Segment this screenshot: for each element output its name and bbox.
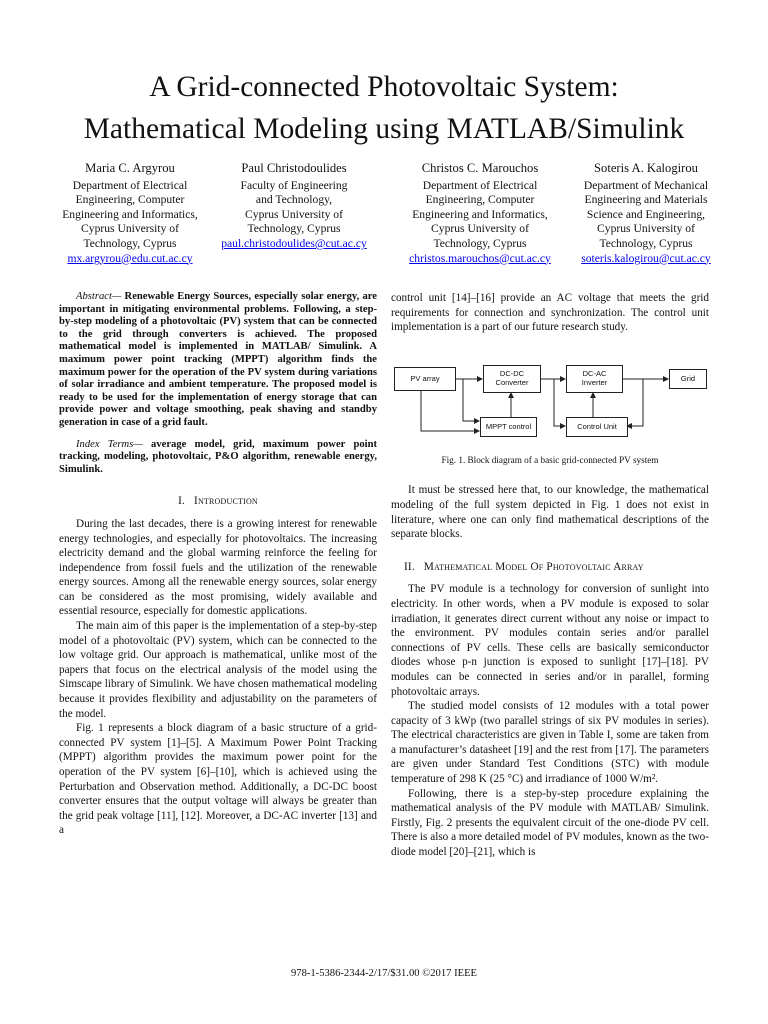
block-label: Converter bbox=[495, 377, 529, 387]
author-block-4 bbox=[566, 161, 726, 266]
author-affiliation-line: Engineering, Computer bbox=[75, 193, 185, 207]
author-name: Paul Christodoulides bbox=[241, 161, 347, 175]
author-email-link[interactable]: paul.christodoulides@cut.ac.cy bbox=[221, 236, 367, 250]
diagram-connectors bbox=[391, 345, 709, 445]
index-terms-label: Index Terms— bbox=[76, 438, 143, 450]
pv-array-block bbox=[394, 367, 456, 391]
author-affiliation-line: Engineering and Informatics, bbox=[62, 207, 198, 221]
section2-paragraph-1: The PV module is a technology for conversion of sunlight into electricity. In other words, when a PV module is exposed to solar irradiation, it generates direct current without any noise or impact to the environment. PV modules contain series and/or parallel connections of PV cells. These cells are basically semiconductor diodes whose p-n junction is exposed to sunlight [17]–[18]. PV modules can be connected in series and/or in parallel, forming photovoltaic arrays. bbox=[391, 583, 709, 698]
title-line-2: Mathematical Modeling using MATLAB/Simulink bbox=[83, 113, 685, 145]
dc-ac-inverter-block bbox=[566, 365, 623, 393]
section-heading-introduction bbox=[59, 494, 377, 509]
paper-title bbox=[0, 66, 768, 150]
author-block-2 bbox=[208, 161, 380, 252]
author-affiliation-line: Department of Electrical bbox=[422, 178, 538, 192]
grid-block bbox=[669, 369, 707, 389]
author-affiliation-line: Engineering and Materials bbox=[584, 193, 708, 207]
author-name: Christos C. Marouchos bbox=[421, 161, 539, 175]
block-label: Control Unit bbox=[577, 421, 617, 431]
intro-paragraph-3: Fig. 1 represents a block diagram of a basic structure of a grid-connected PV system [1]–[5]. A Maximum Power Point Tracking (MPPT) algorithm provides the maximum power point for the operation of the PV system [6]–[10], which is achieved using the Perturbation and Observation method. Additionally, a DC-DC boost converter ensures that the output voltage will always be greater than the grid peak voltage [11], [12]. Moreover, a DC-AC inverter [13] and a bbox=[59, 722, 377, 837]
author-affiliation-line: Technology, Cyprus bbox=[247, 222, 341, 236]
author-affiliation-line: Cyprus University of bbox=[597, 222, 695, 236]
section2-paragraph-2: The studied model consists of 12 modules with a total power capacity of 3 kWp (two parallel strings of six PV modules in series). The electrical characteristics are given in Table I, some are taken from a manufacturer’s datasheet [19] and the rest from [17]. The parameters are given under Standard Test Conditions (STC) with module temperature of 298 K (25 °C) and irradiance of 1000 W/m². bbox=[391, 700, 709, 786]
author-affiliation-line: Faculty of Engineering bbox=[240, 178, 348, 192]
author-email-link[interactable]: soteris.kalogirou@cut.ac.cy bbox=[581, 251, 711, 265]
author-block-1 bbox=[45, 161, 215, 266]
author-affiliation-line: Science and Engineering, bbox=[586, 207, 706, 221]
author-affiliation-line: Technology, Cyprus bbox=[83, 236, 177, 250]
section-heading-pv-model bbox=[391, 560, 709, 575]
author-block-3 bbox=[395, 161, 565, 266]
continued-paragraph: control unit [14]–[16] provide an AC voltage that meets the grid requirements for connection and synchronization. The control unit implementation is a part of our future research study. bbox=[391, 292, 709, 334]
abstract bbox=[59, 291, 377, 430]
control-unit-block bbox=[566, 417, 628, 437]
section-number: II. bbox=[404, 560, 415, 573]
copyright-footer: 978-1-5386-2344-2/17/$31.00 ©2017 IEEE bbox=[290, 968, 478, 979]
dc-dc-converter-block bbox=[483, 365, 541, 393]
intro-paragraph-2: The main aim of this paper is the implementation of a step-by-step model of a photovoltaic (PV) system, which can be connected to the low voltage grid. Our approach is mathematical, unlike most of the papers that focus on the electrical analysis of the model using the Simscape library of Simulink. We have chosen mathematical modeling because it provides flexibility and adjustability on the parameters of the model. bbox=[59, 620, 377, 720]
intro-paragraph-1: During the last decades, there is a growing interest for renewable energy technologies, and especially for photovoltaics. The increasing electricity demand and the global warming reinforce the feeling for independence from fossil fuels and the utilization of the renewable energy sources. Among all the renewable energy sources, solar energy can be considered as the most promising, widely available and essential resource, especially for domestic applications. bbox=[59, 517, 377, 618]
block-label: Inverter bbox=[581, 377, 608, 387]
block-label: DC-AC bbox=[582, 369, 607, 379]
mppt-control-block bbox=[480, 417, 537, 437]
section-title: Mathematical Model Of Photovoltaic Array bbox=[423, 560, 644, 573]
author-affiliation-line: Technology, Cyprus bbox=[599, 236, 693, 250]
abstract-text: Renewable Energy Sources, especially solar energy, are important in mitigating environmental problems. Following, a step-by-step modeling of a photovoltaic (PV) system that can be connected to the grid through converters is achieved. The proposed mathematical model is implemented in MATLAB/ Simulink. A maximum power point tracking (MPPT) algorithm finds the maximum power for the operation of the PV system during variations of solar irradiance and ambient temperature. The proposed model is ready to be used for the implementation of energy storage that can provide power and voltage smoothing, peak shaving and standby generation in case of a grid fault. bbox=[59, 291, 377, 428]
author-name: Soteris A. Kalogirou bbox=[594, 161, 698, 175]
section-number: I. bbox=[178, 495, 186, 508]
abstract-label: Abstract— bbox=[76, 291, 122, 302]
left-column bbox=[59, 291, 377, 838]
index-terms-text: average model, grid, maximum power point tracking, modeling, photovoltaic, P&O algorithm, renewable energy, Simulink. bbox=[59, 438, 377, 475]
author-email-link[interactable]: mx.argyrou@edu.cut.ac.cy bbox=[67, 251, 193, 265]
right-column bbox=[391, 291, 709, 860]
figure-1-block-diagram bbox=[391, 345, 709, 445]
section2-paragraph-3: Following, there is a step-by-step procedure explaining the mathematical analysis of the PV module with MATLAB/ Simulink. Firstly, Fig. 2 presents the equivalent circuit of the one-diode PV cell. There is also a more detailed model of PV modules, known as the two-diode model [20]–[21], which is bbox=[391, 787, 709, 859]
block-label: MPPT control bbox=[485, 421, 532, 431]
section-title: Introduction bbox=[194, 495, 258, 508]
figure-1-caption: Fig. 1. Block diagram of a basic grid-connected PV system bbox=[441, 454, 659, 465]
title-line-1: A Grid-connected Photovoltaic System: bbox=[149, 71, 619, 103]
author-name: Maria C. Argyrou bbox=[85, 161, 175, 175]
index-terms bbox=[59, 439, 377, 477]
author-affiliation-line: Engineering, Computer bbox=[425, 193, 535, 207]
paragraph-after-figure: It must be stressed here that, to our knowledge, the mathematical modeling of the full system depicted in Fig. 1 does not exist in literature, where one can only find mathematical descriptions of the separate blocks. bbox=[391, 484, 709, 541]
author-affiliation-line: Engineering and Informatics, bbox=[412, 207, 548, 221]
author-affiliation-line: Cyprus University of bbox=[431, 222, 529, 236]
author-affiliation-line: Technology, Cyprus bbox=[433, 236, 527, 250]
author-affiliation-line: Department of Mechanical bbox=[583, 178, 709, 192]
author-affiliation-line: Cyprus University of bbox=[81, 222, 179, 236]
author-email-link[interactable]: christos.marouchos@cut.ac.cy bbox=[409, 251, 551, 265]
author-affiliation-line: and Technology, bbox=[255, 193, 333, 207]
author-affiliation-line: Cyprus University of bbox=[245, 207, 343, 221]
author-affiliation-line: Department of Electrical bbox=[72, 178, 188, 192]
block-label: DC-DC bbox=[499, 369, 525, 379]
block-label: PV array bbox=[410, 373, 440, 383]
block-label: Grid bbox=[680, 373, 696, 383]
